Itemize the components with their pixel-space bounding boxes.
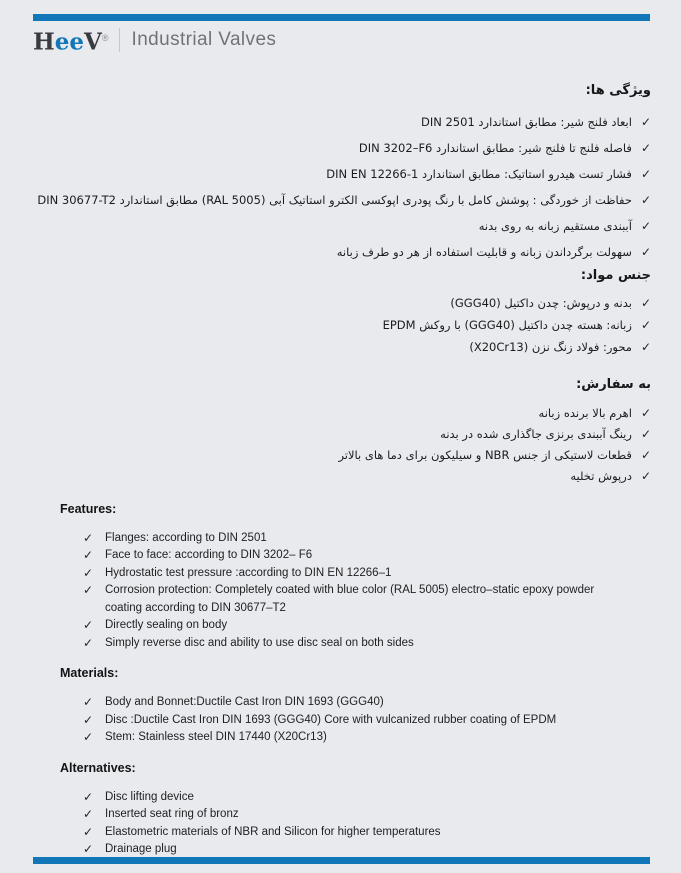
company-logo: [33, 25, 109, 56]
features-list: [60, 530, 681, 653]
section-heading-features: Features:: [60, 501, 117, 516]
list-item-text: Hydrostatic test pressure :according to DIN EN 12266–1: [105, 566, 392, 579]
checkmark-icon: ✓: [83, 548, 94, 563]
list-item: [83, 530, 681, 548]
list-item: [8, 445, 651, 466]
list-item: [83, 635, 681, 653]
checkmark-icon: ✓: [83, 730, 94, 745]
list-item-text: سهولت برگرداندن زبانه و قابلیت استفاده از هر دو طرف زبانه: [336, 244, 632, 259]
materials-list-fa: [8, 292, 651, 358]
list-item-text: Drainage plug: [105, 843, 177, 856]
checkmark-icon: ✓: [83, 842, 94, 857]
list-item: [8, 336, 651, 358]
list-item: [8, 314, 651, 336]
logo-letter-h: H: [33, 28, 55, 56]
list-item: [83, 582, 681, 617]
list-item-text: Stem: Stainless steel DIN 17440 (X20Cr13): [105, 731, 327, 744]
checkmark-icon: ✓: [640, 468, 651, 483]
checkmark-icon: ✓: [640, 339, 651, 354]
list-item: [8, 292, 651, 314]
checkmark-icon: ✓: [83, 530, 94, 545]
section-heading-materials-fa: جنس مواد:: [580, 267, 651, 283]
list-item-text: Simply reverse disc and ability to use disc seal on both sides: [105, 636, 414, 649]
checkmark-icon: ✓: [640, 317, 651, 332]
list-item-text: قطعات لاستیکی از جنس NBR و سیلیکون برای دما های بالاتر: [338, 447, 632, 462]
section-heading-alternatives: Alternatives:: [60, 760, 136, 775]
checkmark-icon: ✓: [640, 426, 651, 441]
checkmark-icon: ✓: [640, 405, 651, 420]
list-item: [83, 565, 681, 583]
list-item-text: رینگ آببندی برنزی جاگذاری شده در بدنه: [440, 426, 632, 441]
registered-trademark-icon: ®: [101, 33, 109, 43]
list-item: [83, 789, 681, 807]
section-heading-alternatives-fa: به سفارش:: [576, 376, 651, 392]
checkmark-icon: ✓: [640, 447, 651, 462]
brand-divider: [119, 28, 120, 52]
list-item-text: Face to face: according to DIN 3202– F6: [105, 549, 313, 562]
list-item: [83, 694, 681, 712]
list-item-text: Flanges: according to DIN 2501: [105, 531, 267, 544]
section-heading-materials: Materials:: [60, 666, 119, 681]
alternatives-list-fa: [8, 403, 651, 487]
page-title: Industrial Valves: [131, 29, 277, 51]
list-item-text: ابعاد فلنج شیر: مطابق استاندارد DIN 2501: [420, 114, 632, 129]
list-item: [8, 161, 651, 187]
features-list-fa: [8, 109, 651, 265]
alternatives-list: [60, 789, 681, 859]
checkmark-icon: ✓: [83, 618, 94, 633]
list-item: [8, 135, 651, 161]
checkmark-icon: ✓: [83, 583, 94, 598]
materials-list: [60, 694, 681, 747]
list-item: [83, 617, 681, 635]
list-item-text: حفاظت از خوردگی : پوشش کامل با رنگ پودری اپوکسی الکترو استاتیک آبی (RAL 5005) مطابق استاندارد DIN 30677-T2: [37, 192, 632, 207]
list-item-text: اهرم بالا برنده زبانه: [538, 405, 632, 420]
list-item: [8, 109, 651, 135]
logo-letter-v: V: [84, 28, 102, 56]
checkmark-icon: ✓: [640, 295, 651, 310]
list-item-text: Disc lifting device: [105, 790, 194, 803]
checkmark-icon: ✓: [83, 807, 94, 822]
list-item: [8, 424, 651, 445]
list-item-text: آببندی مستقیم زبانه به روی بدنه: [478, 218, 632, 233]
list-item: [8, 187, 651, 213]
list-item: [83, 547, 681, 565]
checkmark-icon: ✓: [640, 166, 651, 181]
checkmark-icon: ✓: [640, 114, 651, 129]
checkmark-icon: ✓: [640, 140, 651, 155]
list-item: [83, 806, 681, 824]
list-item-text: Corrosion protection: Completely coated with blue color (RAL 5005) electro–static epoxy powder coating according to DIN 30677–T2: [105, 584, 595, 614]
checkmark-icon: ✓: [83, 712, 94, 727]
list-item-text: Directly sealing on body: [105, 619, 228, 632]
list-item: [83, 824, 681, 842]
list-item: [8, 403, 651, 424]
checkmark-icon: ✓: [83, 565, 94, 580]
checkmark-icon: ✓: [83, 789, 94, 804]
brand-header: [33, 25, 681, 56]
list-item: [8, 466, 651, 487]
list-item: [8, 213, 651, 239]
list-item-text: فاصله فلنج تا فلنج شیر: مطابق استاندارد DIN 3202–F6: [358, 140, 632, 155]
list-item-text: Inserted seat ring of bronz: [105, 808, 239, 821]
list-item-text: Elastometric materials of NBR and Silicon for higher temperatures: [105, 825, 441, 838]
list-item-text: Body and Bonnet:Ductile Cast Iron DIN 1693 (GGG40): [105, 696, 384, 709]
checkmark-icon: ✓: [640, 244, 651, 259]
checkmark-icon: ✓: [83, 635, 94, 650]
section-heading-features-fa: ویژگی ها:: [585, 82, 651, 98]
list-item-text: درپوش تخلیه: [570, 468, 632, 483]
english-content: [60, 501, 681, 859]
checkmark-icon: ✓: [83, 695, 94, 710]
list-item-text: محور: فولاد زنگ نزن (X20Cr13): [469, 339, 632, 354]
list-item-text: بدنه و درپوش: چدن داکتیل (GGG40): [450, 295, 632, 310]
list-item: [83, 729, 681, 747]
list-item: [83, 712, 681, 730]
list-item-text: Disc :Ductile Cast Iron DIN 1693 (GGG40) Core with vulcanized rubber coating of EPDM: [105, 713, 557, 726]
checkmark-icon: ✓: [640, 218, 651, 233]
checkmark-icon: ✓: [83, 824, 94, 839]
logo-letters-ee: ee: [54, 28, 85, 56]
header-accent-bar: [33, 14, 650, 21]
list-item: [8, 239, 651, 265]
list-item-text: زبانه: هسته چدن داکتیل (GGG40) با روکش EPDM: [382, 317, 632, 332]
persian-content: [0, 82, 681, 487]
footer-accent-bar: [33, 857, 650, 864]
checkmark-icon: ✓: [640, 192, 651, 207]
list-item-text: فشار تست هیدرو استاتیک: مطابق استاندارد DIN EN 12266-1: [326, 166, 632, 181]
